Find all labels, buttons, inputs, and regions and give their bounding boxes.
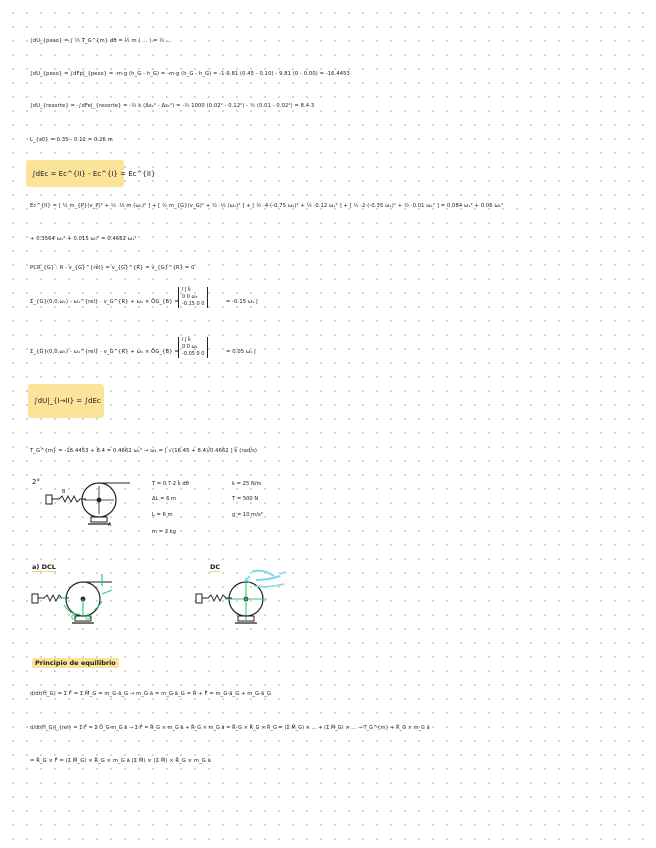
equation-velocity-2-result: = 0.05 ω₁ j̄: [226, 349, 256, 355]
label-dc: DC: [210, 563, 221, 571]
param-left-0: T = 0.7·2 k̄ dθ: [152, 481, 189, 487]
section-heading-equilibrium: Principio de equilibrio: [32, 658, 119, 668]
equation-velocity-2: Σ̄_{G}(0,0,ω₁) - ω₁^{rel} · v_G^{R} + ω₁ × ŌG_{B} =: [30, 349, 179, 355]
problem-number: 2°: [32, 478, 40, 486]
cross-product-matrix-2: ī j̄ k̄ 0 0 ω₁ -0.05 0 0: [178, 337, 208, 358]
equation-velocity-1-result: = -0.15 ω₁ j̄: [226, 299, 258, 305]
equation-work-spring: ∫dU_{resorte} = -∫dFe|_{resorte} = -½ k (Δs₂² - Δs₁²) = -½ 1000 (0.02² - 0.12²) - ½ (0.01 - 0.02²) = 8.4·3: [30, 103, 315, 109]
param-right-2: g = 10 m/s²: [232, 512, 263, 518]
equation-spring-length: L_{s0} = 0.35 - 0.12 = 0.26 m: [30, 137, 113, 143]
param-left-2: L = 6 m: [152, 512, 173, 518]
equation-velocity-1: Σ̄_{G}(0,0,ω₁) - ω₁^{rel} · v_G^{R} + ω₁ × ŌG_{B} =: [30, 299, 179, 305]
equation-work-torque: ∫dU_{peso} = ∫ ½ T_G^{m} dθ = ½ m ( ... ) = ½ ...: [30, 38, 172, 44]
equation-momentum: d/dt(H̄_G) = Σ F̄ = Σ M̄_G = m_G·ā_G → m_G·ā = m_G·ā_G = R̄ + F̄ = m_G·ā_G + m_G·ā_G: [30, 691, 272, 697]
equation-icr: PCR_{G} : R - v_{G}^{rel} = v_{G}^{R} = v_{G}^{R} = 0: [30, 265, 195, 271]
problem-diagram: [42, 476, 138, 534]
equation-kinetic-energy-box: ∫dEc = Ec^{II} - Ec^{I} = Ec^{II}: [32, 170, 156, 178]
cross-product-matrix-1: ī j̄ k̄ 0 0 ω₁ -0.15 0 0: [178, 287, 208, 308]
param-left-3: m = 2 kg: [152, 529, 176, 535]
label-dcl: a) DCL: [32, 563, 56, 571]
kinetic-diagram: [192, 566, 302, 634]
equation-work-energy-box: ∫dU|_{I→II} = ∫dEc: [34, 397, 101, 405]
equation-angular-momentum: d/dt(H̄_G)|_{rel} = Σ F̄ = Σ Ō_G·m_G ā → Σ F̄ = R̄_G × m_G ā + R̄_G × m_G ā = R̄_G × R̄_G × R̄_G = (Σ M̄_G) × ... + (Σ M̄_G) × ... → T_G^{m} + R̄_G × m_G ā: [30, 725, 430, 731]
free-body-diagram: [28, 570, 128, 632]
equation-omega-result: T_G^{m} = -16.4453 + 8.4 = 0.4662 ω₁² → ω₁ = [ √(16.45 + 8.4)/0.4662 ] k̄ (rad/s): [30, 448, 258, 454]
param-right-1: T = 500 N: [232, 496, 259, 502]
svg-text:B: B: [62, 489, 66, 495]
equation-kinetic-expansion: Ec^{II} = [ ½ m_{P}(v_P)² + ½ ·⅓ m (ω₁)² ] + [ ½ m_{G}(v_G)² + ½ ·⅓ (ω₁)² ] + [ ½ ·4·(-0.75 ω₁)² + ½ ·0.12 ω₁² ] + [ ½ ·2·(-0.35 ω₁)² + ½ ·0.01 ω₁² ] = 0.084 ω₁² + 0.06 ω₁²: [30, 203, 504, 209]
equation-angular-momentum-cont: = R̄_G × F̄ = (Σ M̄_G) × R̄_G × m_G ā (Σ M̄) × (Σ M̄) × R̄_G × m_G ā: [30, 758, 211, 764]
equation-kinetic-total: + 0.3564 ω₁² + 0.015 ω₁² = 0.4662 ω₁²: [30, 236, 137, 242]
equation-work-weight: ∫dU_{peso} = ∫dFp|_{peso} = -m·g (h_G - h_G) = -m·g (h_G - h_G) = -1·9.81 (0.45 - 0.10) - 9.81 (0 - 0.00) = -16.4453: [30, 71, 350, 77]
param-left-1: ΔL = 6 m: [152, 496, 177, 502]
param-right-0: k = 25 N/m: [232, 481, 262, 487]
svg-text:A: A: [108, 522, 112, 528]
